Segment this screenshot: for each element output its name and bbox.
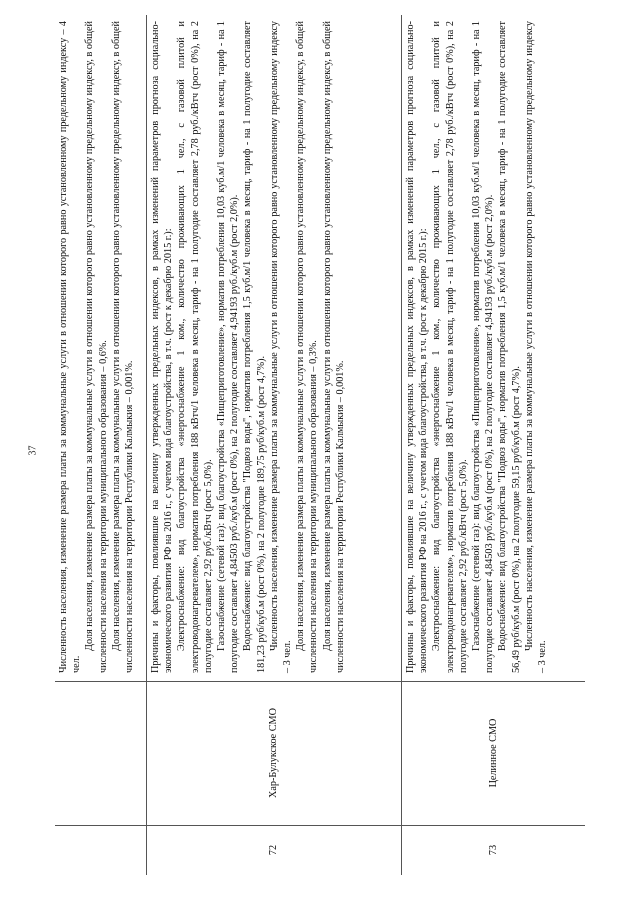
- name-cell: [402, 681, 585, 825]
- table-row: [147, 15, 402, 875]
- table-row: [402, 15, 585, 875]
- table-row-continuation: [55, 15, 147, 875]
- text-cell: [55, 15, 146, 681]
- paragraph: Газоснабжение (сетевой газ): вид благоустройства «Пищеприготовление», норматив потребления 10,03 куб.м/1 человека в месяц, тариф - на 1 полугодие составляет 4,84503 руб./куб.м (рост 0%), на 2 полугодие составляет 4,94193 руб./куб.м (рост 2,0%).: [216, 21, 241, 673]
- name-cell: [147, 681, 401, 825]
- paragraph: Доля населения, изменение размера платы за коммунальные услуги в отношении которого равно установленному предельному индексу, в общей численности населения на территории Республики Калмыкия – 0,001%.: [321, 21, 346, 673]
- text-cell: [147, 15, 401, 681]
- municipality-name: Целинное СМО: [487, 718, 499, 788]
- paragraph: Газоснабжение (сетевой газ): вид благоустройства «Пищеприготовление», норматив потребления 10,03 куб.м/1 человека в месяц, тариф - на 1 полугодие составляет 4,84503 руб./куб.м (рост 0%), на 2 полугодие составляет 4,94193 руб./куб.м (рост 2,0%).: [471, 21, 496, 673]
- name-cell: [55, 681, 146, 825]
- paragraph: Численность населения, изменение размера платы за коммунальные услуги в отношении которого равно установленному предельному индексу – 4 чел.: [58, 21, 83, 673]
- rotated-table-area: [55, 15, 585, 875]
- paragraph: Доля населения, изменение размера платы за коммунальные услуги в отношении которого равно установленному предельному индексу, в общей численности населения на территории муниципального образования – 0,6%.: [84, 21, 109, 673]
- paragraph: Электроснабжение: вид благоустройства «энергоснабжение 1 ком., количество проживающих 1 чел., с газовой плитой и электроводонагревателем», норматив потребления 188 кВтч/1 человека в месяц, тариф - на 1 полугодие составляет 2,78 руб./кВтч (рост 0%), на 2 полугодие составляет 2,92 руб./кВтч (рост 5,0%).: [176, 21, 214, 673]
- num-cell: [55, 825, 146, 875]
- paragraph: Численность населения, изменение размера платы за коммунальные услуги в отношении которого равно установленному предельному индексу – 3 чел.: [268, 21, 294, 673]
- paragraph: Водоснабжение: вид благоустройства "Подвоз воды", норматив потребления 1,5 куб.м/1 человека в месяц, тариф - на 1 полугодие составляет 181,23 руб/куб.м (рост 0%), на 2 полугодие 189,75 руб/куб.м (рост 4,7%).: [242, 21, 267, 673]
- text-cell: [402, 15, 585, 681]
- municipality-name: Хар-Булукское СМО: [268, 708, 279, 798]
- page-number: 37: [27, 445, 39, 456]
- row-number: 73: [487, 844, 499, 856]
- paragraph: Причины и факторы, повлиявшие на величину утвержденных предельных индексов, в рамках изменений параметров прогноза социально-экономического развития РФ на 2016 г., с учетом вида благоустройства, в т.ч. (рост к декабрю 2015 г.):: [405, 21, 430, 673]
- paragraph: Водоснабжение: вид благоустройства "Подвоз воды", норматив потребления 1,5 куб.м/1 человека в месяц, тариф - на 1 полугодие составляет 56,49 руб/куб.м (рост 0%), на 2 полугодие 59,15 руб/куб.м (рост 4,7%).: [497, 21, 522, 673]
- paragraph: Причины и факторы, повлиявшие на величину утвержденных предельных индексов, в рамках изменений параметров прогноза социально-экономического развития РФ на 2016 г., с учетом вида благоустройства, в т.ч. (рост к декабрю 2015 г.):: [150, 21, 175, 673]
- paragraph: Электроснабжение: вид благоустройства «энергоснабжение 1 ком., количество проживающих 1 чел., с газовой плитой и электроводонагревателем», норматив потребления 188 кВтч/1 человека в месяц, тариф - на 1 полугодие составляет 2,78 руб./кВтч (рост 0%), на 2 полугодие составляет 2,92 руб./кВтч (рост 5,0%).: [431, 21, 469, 673]
- paragraph: Численность населения, изменение размера платы за коммунальные услуги в отношении которого равно установленному предельному индексу – 3 чел.: [523, 21, 549, 673]
- paragraph: Доля населения, изменение размера платы за коммунальные услуги в отношении которого равно установленному предельному индексу, в общей численности населения на территории Республики Калмыкия – 0,001%.: [110, 21, 136, 673]
- row-number: 72: [268, 844, 279, 856]
- table: [55, 15, 585, 875]
- num-cell: [402, 825, 585, 875]
- paragraph: Доля населения, изменение размера платы за коммунальные услуги в отношении которого равно установленному предельному индексу, в общей численности населения на территории муниципального образования – 0,3%.: [295, 21, 320, 673]
- num-cell: [147, 825, 401, 875]
